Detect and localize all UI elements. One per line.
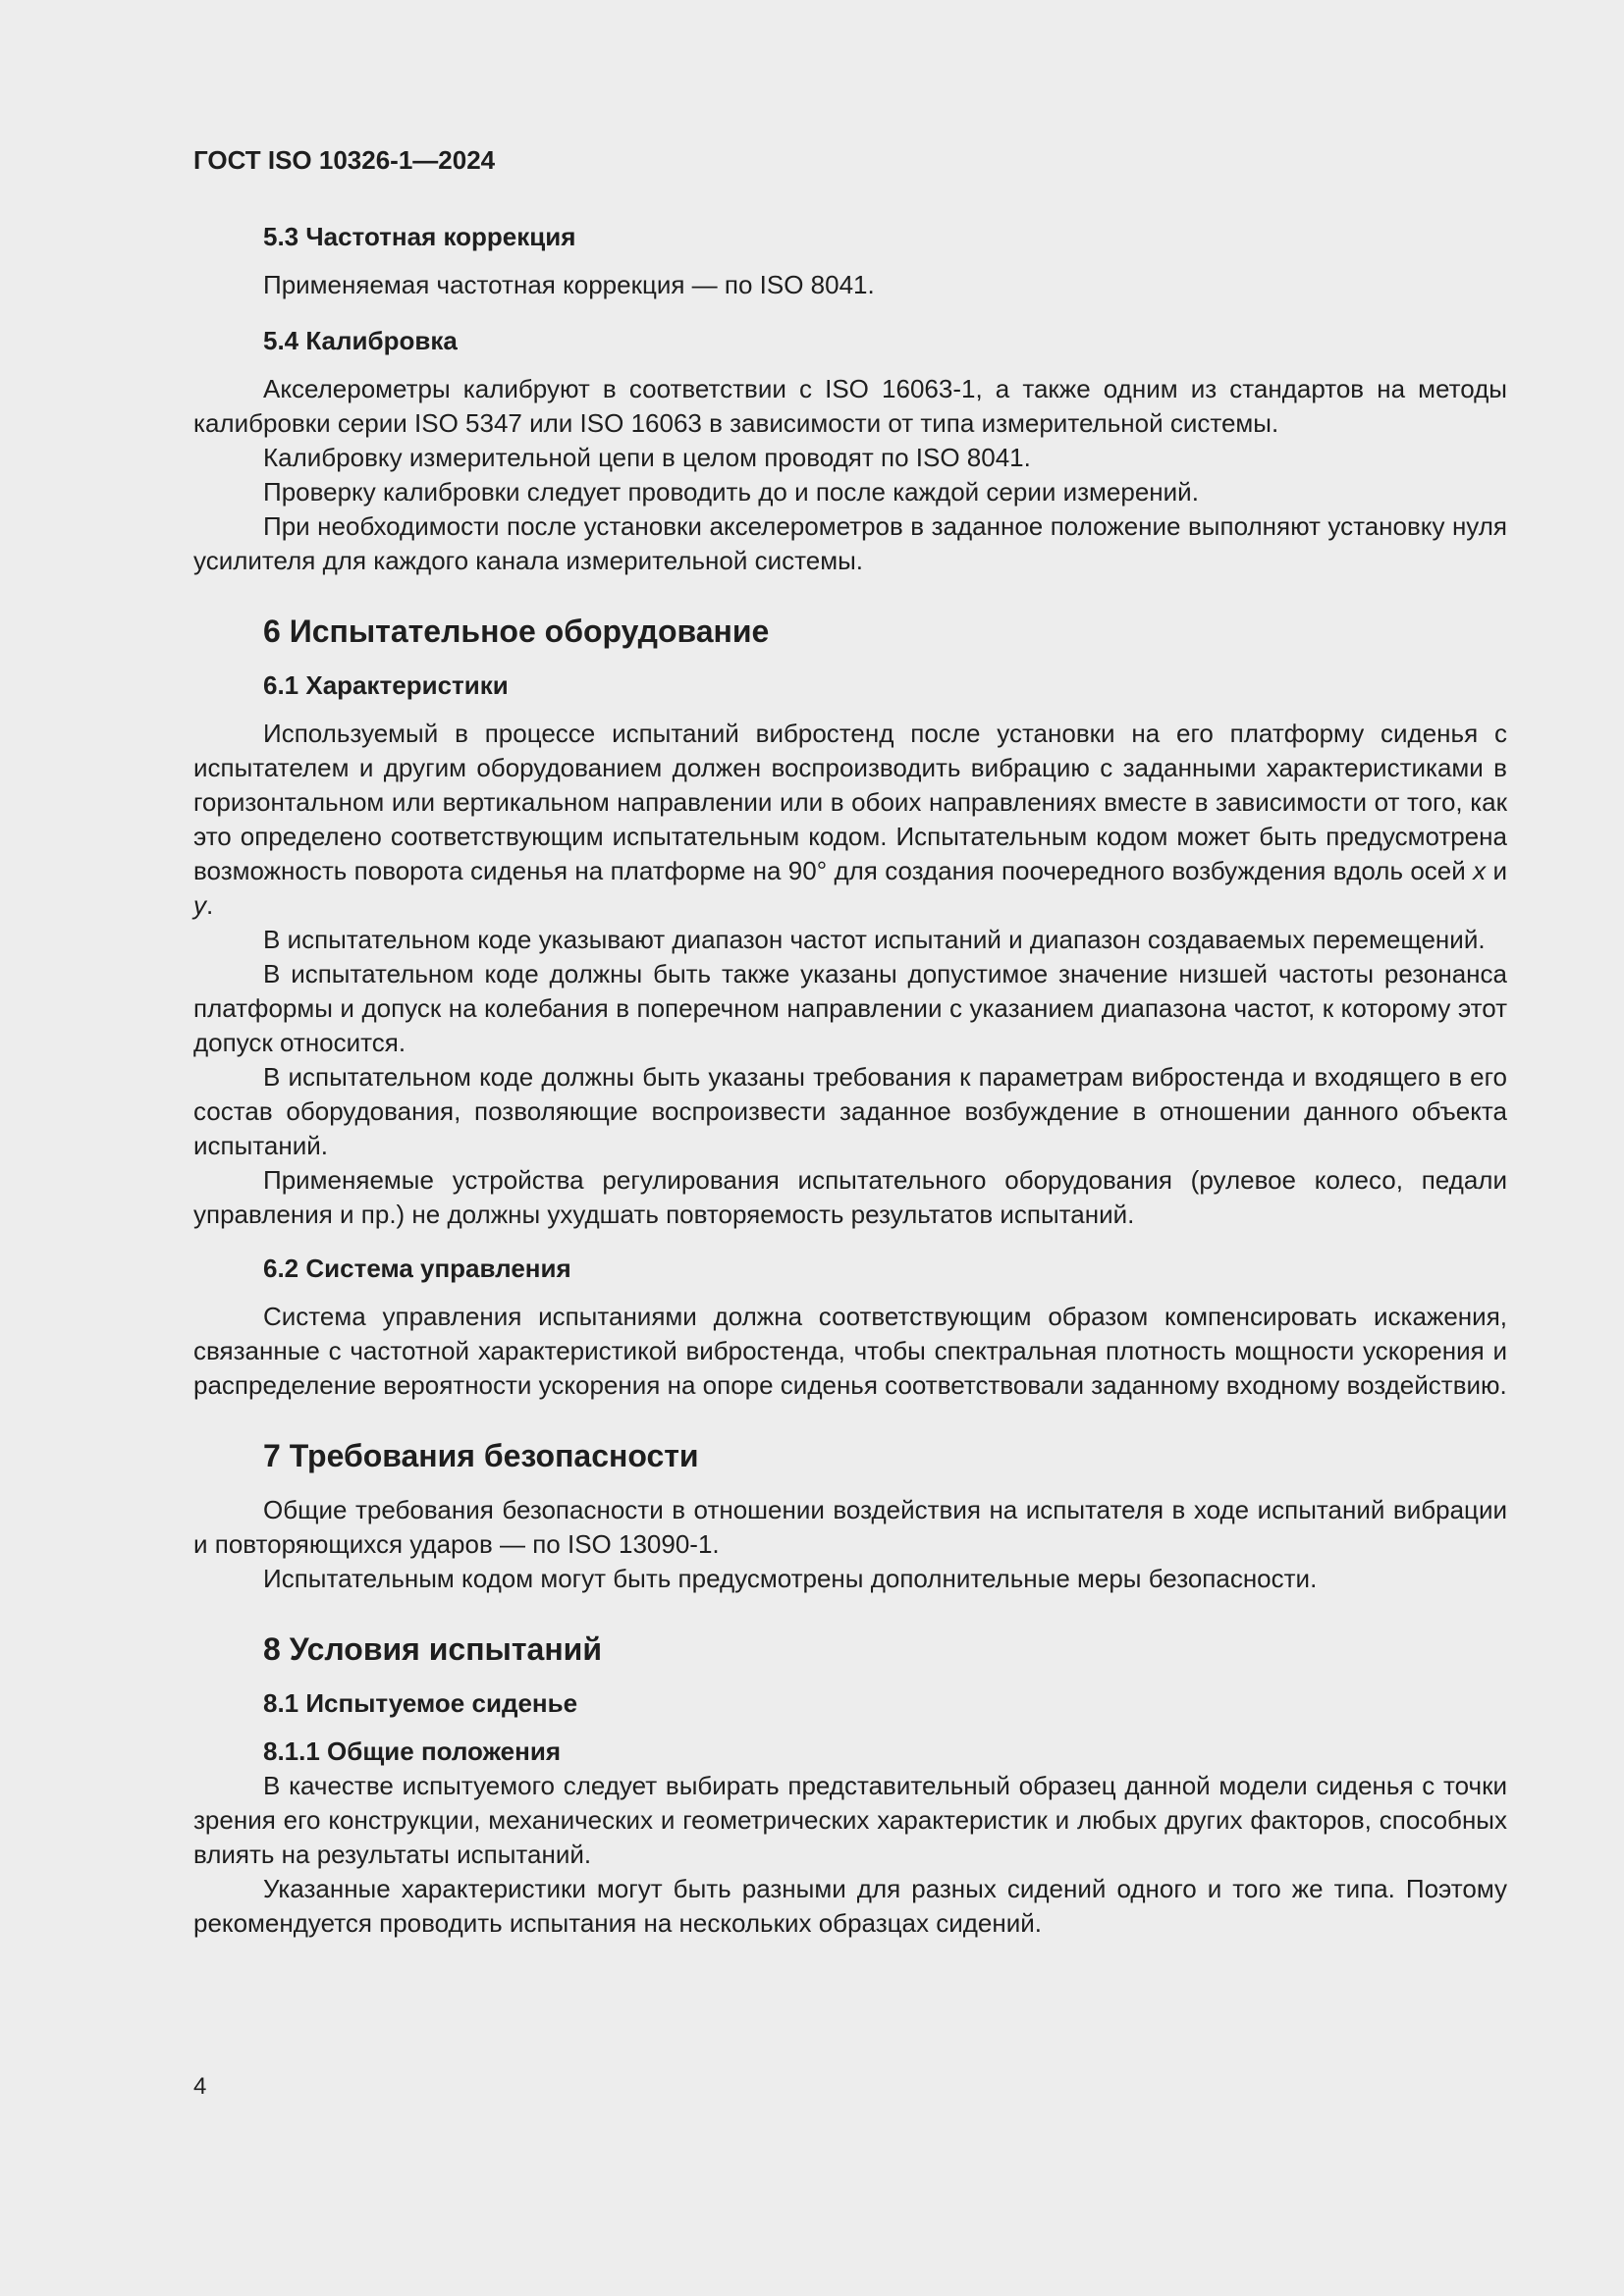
section-8-1-1-paragraph-1: В качестве испытуемого следует выбирать представительный образец данной модели сиденья с точки зрения его конструкции, механических и геометрических характеристик и любых других факторов, способных влиять на результаты испытаний. — [193, 1771, 1507, 1869]
section-6-1-paragraph-3: В испытательном коде должны быть также указаны допустимое значение низшей частоты резонанса платформы и допуск на колебания в поперечном направлении с указанием диапазона частот, к которому этот допуск относится. — [193, 959, 1507, 1057]
axis-y-label: y — [193, 890, 206, 920]
section-8-1-heading: 8.1 Испытуемое сиденье — [263, 1688, 578, 1718]
section-7-paragraph-1: Общие требования безопасности в отношении воздействия на испытателя в ходе испытаний вибрации и повторяющихся ударов — по ISO 13090-1. — [193, 1495, 1507, 1559]
section-8-1-1-heading: 8.1.1 Общие положения — [263, 1736, 561, 1766]
section-6-1-paragraph-5: Применяемые устройства регулирования испытательного оборудования (рулевое колесо, педали управления и пр.) не должны ухудшать повторяемость результатов испытаний. — [193, 1165, 1507, 1229]
section-6-heading: 6 Испытательное оборудование — [263, 614, 770, 649]
section-6-1-paragraph-1 — [193, 717, 1507, 923]
section-5-3-paragraph: Применяемая частотная коррекция — по ISO 8041. — [263, 270, 875, 299]
document-body — [193, 220, 1507, 1941]
section-8-1-1-paragraph-2: Указанные характеристики могут быть разными для разных сидений одного и того же типа. Поэтому рекомендуется проводить испытания на нескольких образцах сидений. — [193, 1874, 1507, 1938]
axis-x-label: x — [1473, 856, 1487, 885]
section-6-1-heading: 6.1 Характеристики — [263, 670, 509, 700]
section-8-heading: 8 Условия испытаний — [263, 1631, 602, 1667]
paragraph-text: Используемый в процессе испытаний вибростенд после установки на его платформу сиденья с испытателем и другим оборудованием должен воспроизводить вибрацию с заданными характеристиками в горизонтальном или вертикальном направлении или в обоих направлениях вместе в зависимости от того, как это определено соответствующим испытательным кодом. Испытательным кодом может быть предусмотрена возможность поворота сиденья на платформе на 90° для создания поочередного возбуждения вдоль осей — [193, 719, 1507, 885]
page-number: 4 — [193, 2073, 207, 2100]
section-6-2-paragraph: Система управления испытаниями должна соответствующим образом компенсировать искажения, связанные с частотной характеристикой вибростенда, чтобы спектральная плотность мощности ускорения и распределение вероятности ускорения на опоре сиденья соответствовали заданному входному воздействию. — [193, 1302, 1507, 1400]
section-6-2-heading: 6.2 Система управления — [263, 1254, 571, 1283]
section-5-4-paragraph-2: Калибровку измерительной цепи в целом проводят по ISO 8041. — [263, 443, 1031, 472]
section-5-4-paragraph-3: Проверку калибровки следует проводить до и после каждой серии измерений. — [263, 477, 1199, 507]
section-5-3-heading: 5.3 Частотная коррекция — [263, 222, 576, 251]
paragraph-text: и — [1486, 856, 1508, 885]
paragraph-text: . — [206, 890, 214, 920]
section-5-4-heading: 5.4 Калибровка — [263, 326, 458, 355]
section-7-paragraph-2: Испытательным кодом могут быть предусмотрены дополнительные меры безопасности. — [263, 1564, 1318, 1593]
section-7-heading: 7 Требования безопасности — [263, 1438, 699, 1473]
section-6-1-paragraph-4: В испытательном коде должны быть указаны требования к параметрам вибростенда и входящего в его состав оборудования, позволяющие воспроизвести заданное возбуждение в отношении данного объекта испытаний. — [193, 1062, 1507, 1160]
section-6-1-paragraph-2: В испытательном коде указывают диапазон частот испытаний и диапазон создаваемых перемещений. — [263, 925, 1486, 954]
document-code-header: ГОСТ ISO 10326-1—2024 — [193, 145, 496, 175]
section-5-4-paragraph-4: При необходимости после установки акселерометров в заданное положение выполняют установку нуля усилителя для каждого канала измерительной системы. — [193, 511, 1507, 575]
section-5-4-paragraph-1: Акселерометры калибруют в соответствии с ISO 16063-1, а также одним из стандартов на методы калибровки серии ISO 5347 или ISO 16063 в зависимости от типа измерительной системы. — [193, 374, 1507, 438]
